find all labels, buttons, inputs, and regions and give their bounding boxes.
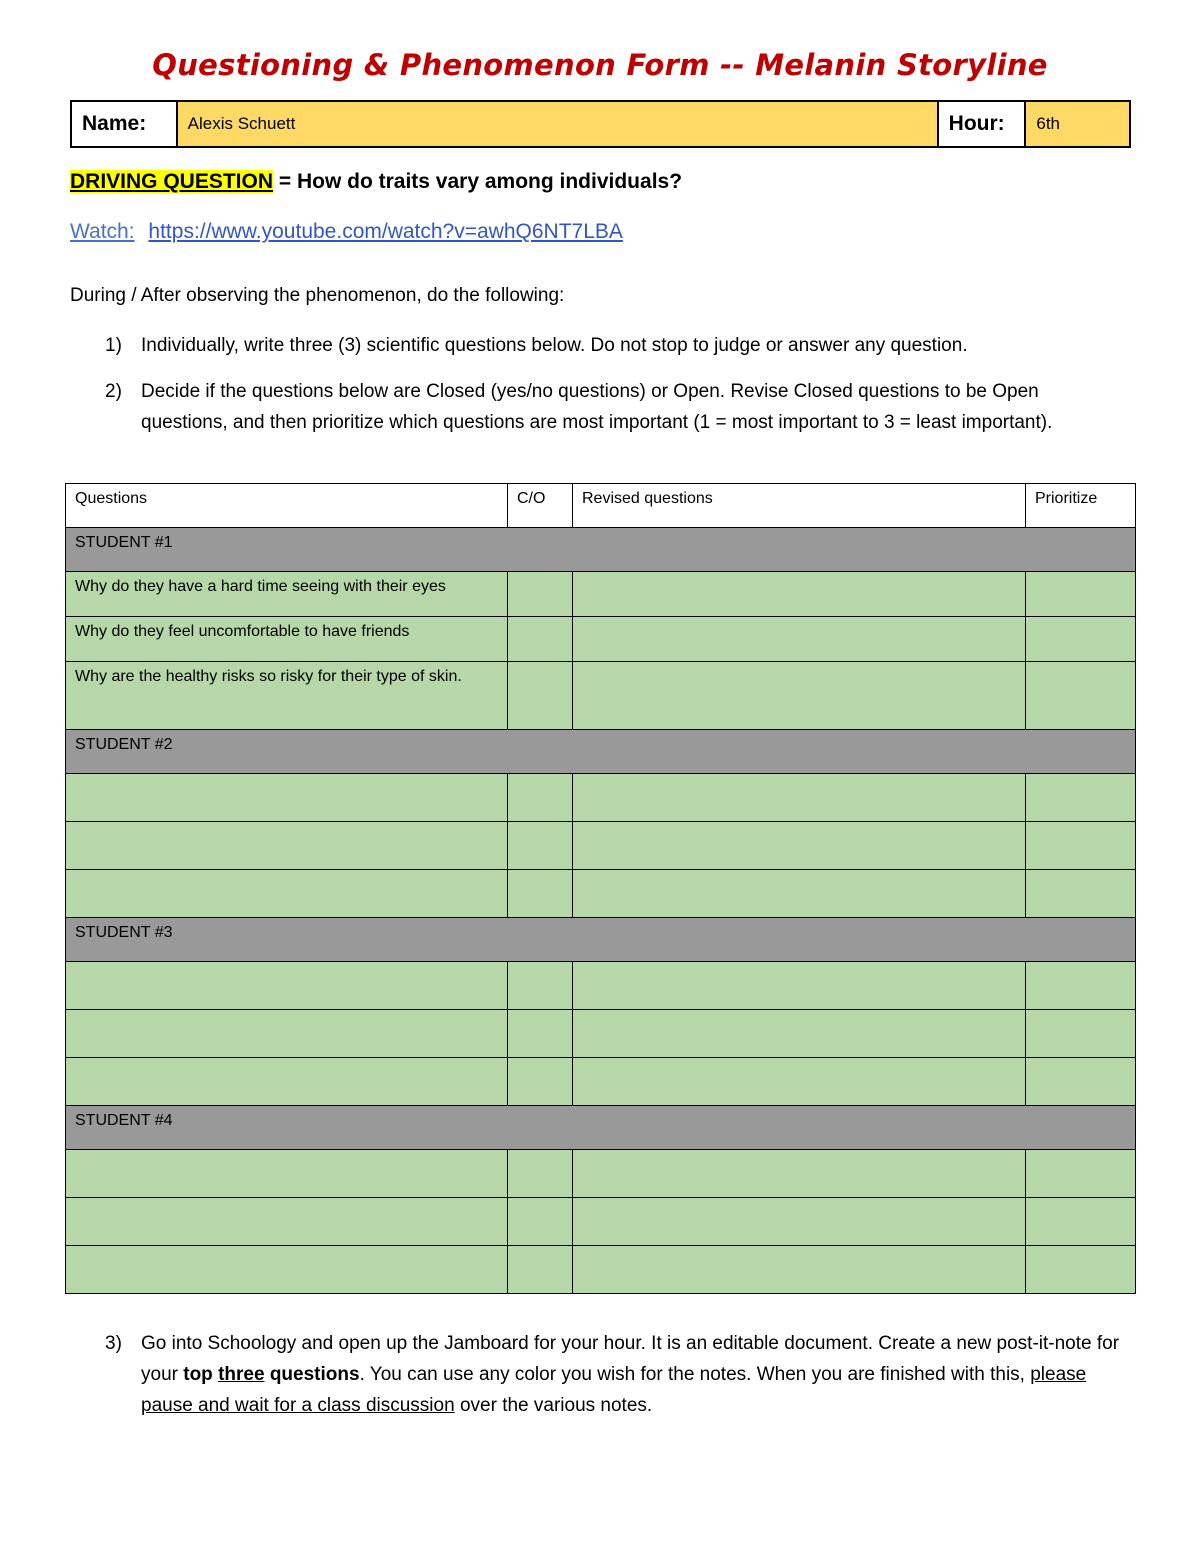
prioritize-cell[interactable] xyxy=(1026,1010,1136,1058)
student-label: STUDENT #3 xyxy=(66,918,1136,962)
step-3-three: three xyxy=(218,1364,265,1385)
prioritize-cell[interactable] xyxy=(1026,962,1136,1010)
table-row xyxy=(66,1246,1136,1294)
table-row xyxy=(66,1150,1136,1198)
table-row xyxy=(66,617,1136,662)
table-row xyxy=(66,1058,1136,1106)
step-3-questions: questions xyxy=(264,1364,360,1385)
name-field[interactable]: Alexis Schuett xyxy=(178,102,939,146)
driving-question-text: = How do traits vary among individuals? xyxy=(273,170,683,193)
prioritize-cell[interactable] xyxy=(1026,662,1136,730)
table-header-row xyxy=(66,484,1136,528)
step-3-part-b: . You can use any color you wish for the notes. When you are finished with this, xyxy=(359,1364,1031,1385)
question-cell[interactable] xyxy=(66,1058,508,1106)
step-3-number: 3) xyxy=(105,1333,122,1354)
prioritize-cell[interactable] xyxy=(1026,1198,1136,1246)
question-cell[interactable] xyxy=(66,774,508,822)
co-cell[interactable] xyxy=(508,774,573,822)
prioritize-cell[interactable] xyxy=(1026,1246,1136,1294)
watch-label: Watch: xyxy=(70,220,135,243)
table-row xyxy=(66,1198,1136,1246)
table-row xyxy=(66,1010,1136,1058)
table-row xyxy=(66,662,1136,730)
driving-question xyxy=(70,170,682,194)
revised-cell[interactable] xyxy=(573,822,1026,870)
step-2 xyxy=(105,376,1105,438)
student-section-row xyxy=(66,528,1136,572)
co-cell[interactable] xyxy=(508,662,573,730)
question-cell[interactable]: Why do they have a hard time seeing with their eyes xyxy=(66,572,508,617)
step-3-pause: please pause and wait for a class discussion xyxy=(141,1364,1087,1416)
col-header-questions: Questions xyxy=(66,484,508,528)
revised-cell[interactable] xyxy=(573,1150,1026,1198)
question-cell[interactable] xyxy=(66,1198,508,1246)
step-1 xyxy=(105,330,1105,361)
co-cell[interactable] xyxy=(508,1246,573,1294)
question-cell[interactable] xyxy=(66,870,508,918)
student-label: STUDENT #2 xyxy=(66,730,1136,774)
co-cell[interactable] xyxy=(508,962,573,1010)
col-header-revised: Revised questions xyxy=(573,484,1026,528)
col-header-prioritize: Prioritize xyxy=(1026,484,1136,528)
co-cell[interactable] xyxy=(508,870,573,918)
step-3-part-c: over the various notes. xyxy=(454,1395,653,1416)
co-cell[interactable] xyxy=(508,822,573,870)
instructions-intro: During / After observing the phenomenon, do the following: xyxy=(70,285,565,306)
revised-cell[interactable] xyxy=(573,1246,1026,1294)
prioritize-cell[interactable] xyxy=(1026,1058,1136,1106)
step-3-text xyxy=(141,1328,1135,1421)
page-title: Questioning & Phenomenon Form -- Melanin Storyline xyxy=(152,48,1048,82)
prioritize-cell[interactable] xyxy=(1026,822,1136,870)
revised-cell[interactable] xyxy=(573,1058,1026,1106)
step-3-top: top xyxy=(183,1364,219,1385)
prioritize-cell[interactable] xyxy=(1026,617,1136,662)
prioritize-cell[interactable] xyxy=(1026,870,1136,918)
question-cell[interactable] xyxy=(66,962,508,1010)
question-cell[interactable] xyxy=(66,1150,508,1198)
watch-line xyxy=(70,220,623,244)
student-section-row xyxy=(66,1106,1136,1150)
driving-question-label: DRIVING QUESTION xyxy=(70,170,274,193)
table-row xyxy=(66,774,1136,822)
revised-cell[interactable] xyxy=(573,774,1026,822)
student-section-row xyxy=(66,730,1136,774)
question-cell[interactable]: Why are the healthy risks so risky for their type of skin. xyxy=(66,662,508,730)
co-cell[interactable] xyxy=(508,1010,573,1058)
col-header-co: C/O xyxy=(508,484,573,528)
step-1-number: 1) xyxy=(105,335,122,356)
step-2-text: Decide if the questions below are Closed (yes/no questions) or Open. Revise Closed questions to be Open questions, and then prioritize which questions are most important (1 = most important to 3 = least important). xyxy=(141,381,1053,433)
co-cell[interactable] xyxy=(508,1198,573,1246)
revised-cell[interactable] xyxy=(573,617,1026,662)
question-cell[interactable] xyxy=(66,822,508,870)
revised-cell[interactable] xyxy=(573,662,1026,730)
step-1-text: Individually, write three (3) scientific questions below. Do not stop to judge or answer any question. xyxy=(141,335,968,356)
prioritize-cell[interactable] xyxy=(1026,572,1136,617)
revised-cell[interactable] xyxy=(573,1198,1026,1246)
step-3 xyxy=(105,1328,1135,1421)
prioritize-cell[interactable] xyxy=(1026,774,1136,822)
prioritize-cell[interactable] xyxy=(1026,1150,1136,1198)
question-cell[interactable] xyxy=(66,1010,508,1058)
co-cell[interactable] xyxy=(508,1058,573,1106)
revised-cell[interactable] xyxy=(573,1010,1026,1058)
question-cell[interactable]: Why do they feel uncomfortable to have friends xyxy=(66,617,508,662)
step-2-number: 2) xyxy=(105,381,122,402)
table-row xyxy=(66,822,1136,870)
table-row xyxy=(66,870,1136,918)
revised-cell[interactable] xyxy=(573,870,1026,918)
student-label: STUDENT #4 xyxy=(66,1106,1136,1150)
hour-label: Hour: xyxy=(939,102,1027,146)
table-row xyxy=(66,962,1136,1010)
revised-cell[interactable] xyxy=(573,962,1026,1010)
student-section-row xyxy=(66,918,1136,962)
co-cell[interactable] xyxy=(508,617,573,662)
co-cell[interactable] xyxy=(508,572,573,617)
table-row xyxy=(66,572,1136,617)
step-3-part-a: Go into Schoology and open up the Jamboard for your hour. It is an editable document. Create a new post-it-note for your xyxy=(141,1333,1120,1385)
questions-table xyxy=(65,483,1136,1294)
name-label: Name: xyxy=(72,102,178,146)
video-link[interactable]: https://www.youtube.com/watch?v=awhQ6NT7LBA xyxy=(148,220,623,243)
revised-cell[interactable] xyxy=(573,572,1026,617)
co-cell[interactable] xyxy=(508,1150,573,1198)
student-label: STUDENT #1 xyxy=(66,528,1136,572)
hour-field[interactable]: 6th xyxy=(1026,102,1129,146)
question-cell[interactable] xyxy=(66,1246,508,1294)
name-hour-box xyxy=(70,100,1131,148)
